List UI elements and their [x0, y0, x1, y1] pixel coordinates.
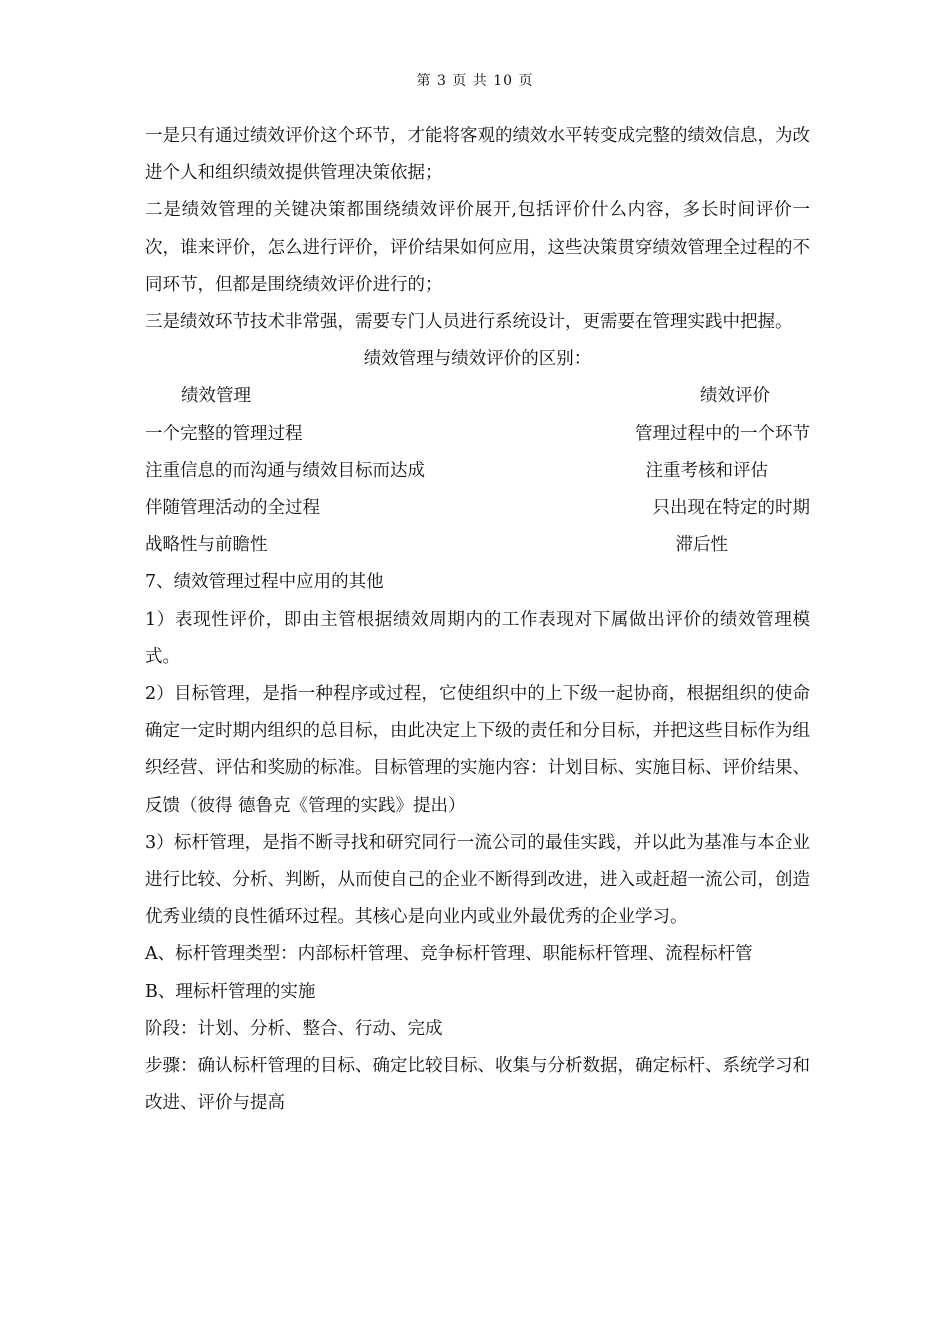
list-item-goal-management: 2）目标管理，是指一种程序或过程，它使组织中的上下级一起协商，根据组织的使命确定一定时期内组织的总目标，由此决定上下级的责任和分目标，并把这些目标作为组织经营、评估和奖励的标准。目标管理的实施内容：计划目标、实施目标、评价结果、反馈（彼得 德鲁克《管理的实践》提出） [145, 684, 810, 816]
comparison-right-cell: 管理过程中的一个环节 [635, 423, 810, 444]
list-item-benchmark-types: A、标杆管理类型：内部标杆管理、竞争标杆管理、职能标杆管理、流程标杆管 [145, 944, 753, 965]
comparison-left-cell: 伴随管理活动的全过程 [145, 498, 320, 519]
section-heading-7: 7、绩效管理过程中应用的其他 [145, 572, 384, 593]
list-item-benchmarking: 3）标杆管理，是指不断寻找和研究同行一流公司的最佳实践，并以此为基准与本企业进行比较、分析、判断，从而使自己的企业不断得到改进，进入或赶超一流公司，创造优秀业绩的良性循环过程。其核心是向业内或业外最优秀的企业学习。 [145, 832, 810, 928]
comparison-header-row [145, 378, 810, 415]
paragraph-point-one: 一是只有通过绩效评价这个环节，才能将客观的绩效水平转变成完整的绩效信息，为改进个人和组织绩效提供管理决策依据； [145, 126, 810, 184]
document-body [145, 118, 810, 1122]
comparison-header-right: 绩效评价 [700, 386, 770, 407]
comparison-left-cell: 战略性与前瞻性 [145, 535, 268, 556]
paragraph-point-three: 三是绩效环节技术非常强，需要专门人员进行系统设计，更需要在管理实践中把握。 [145, 312, 793, 333]
comparison-title: 绩效管理与绩效评价的区别： [363, 349, 592, 370]
list-item-benchmark-implementation: B、理标杆管理的实施 [145, 981, 316, 1002]
comparison-row [145, 416, 810, 453]
comparison-left-cell: 一个完整的管理过程 [145, 423, 303, 444]
list-item-performance-evaluation: 1）表现性评价，即由主管根据绩效周期内的工作表现对下属做出评价的绩效管理模式。 [145, 609, 810, 667]
comparison-right-cell: 滞后性 [675, 535, 728, 556]
page-indicator: 第 3 页 共 10 页 [416, 73, 534, 89]
comparison-right-cell: 注重考核和评估 [645, 460, 768, 481]
stages-line: 阶段：计划、分析、整合、行动、完成 [145, 1018, 443, 1039]
steps-line: 步骤：确认标杆管理的目标、确定比较目标、收集与分析数据，确定标杆、系统学习和改进、评价与提高 [145, 1056, 810, 1114]
comparison-left-cell: 注重信息的而沟通与绩效目标而达成 [145, 460, 425, 481]
comparison-row [145, 490, 810, 527]
comparison-header-left: 绩效管理 [181, 386, 251, 407]
comparison-right-cell: 只出现在特定的时期 [652, 498, 810, 519]
comparison-row [145, 527, 810, 564]
paragraph-point-two: 二是绩效管理的关键决策都围绕绩效评价展开,包括评价什么内容，多长时间评价一次，谁来评价，怎么进行评价，评价结果如何应用，这些决策贯穿绩效管理全过程的不同环节，但都是围绕绩效评价进行的； [145, 200, 810, 295]
comparison-row [145, 453, 810, 490]
